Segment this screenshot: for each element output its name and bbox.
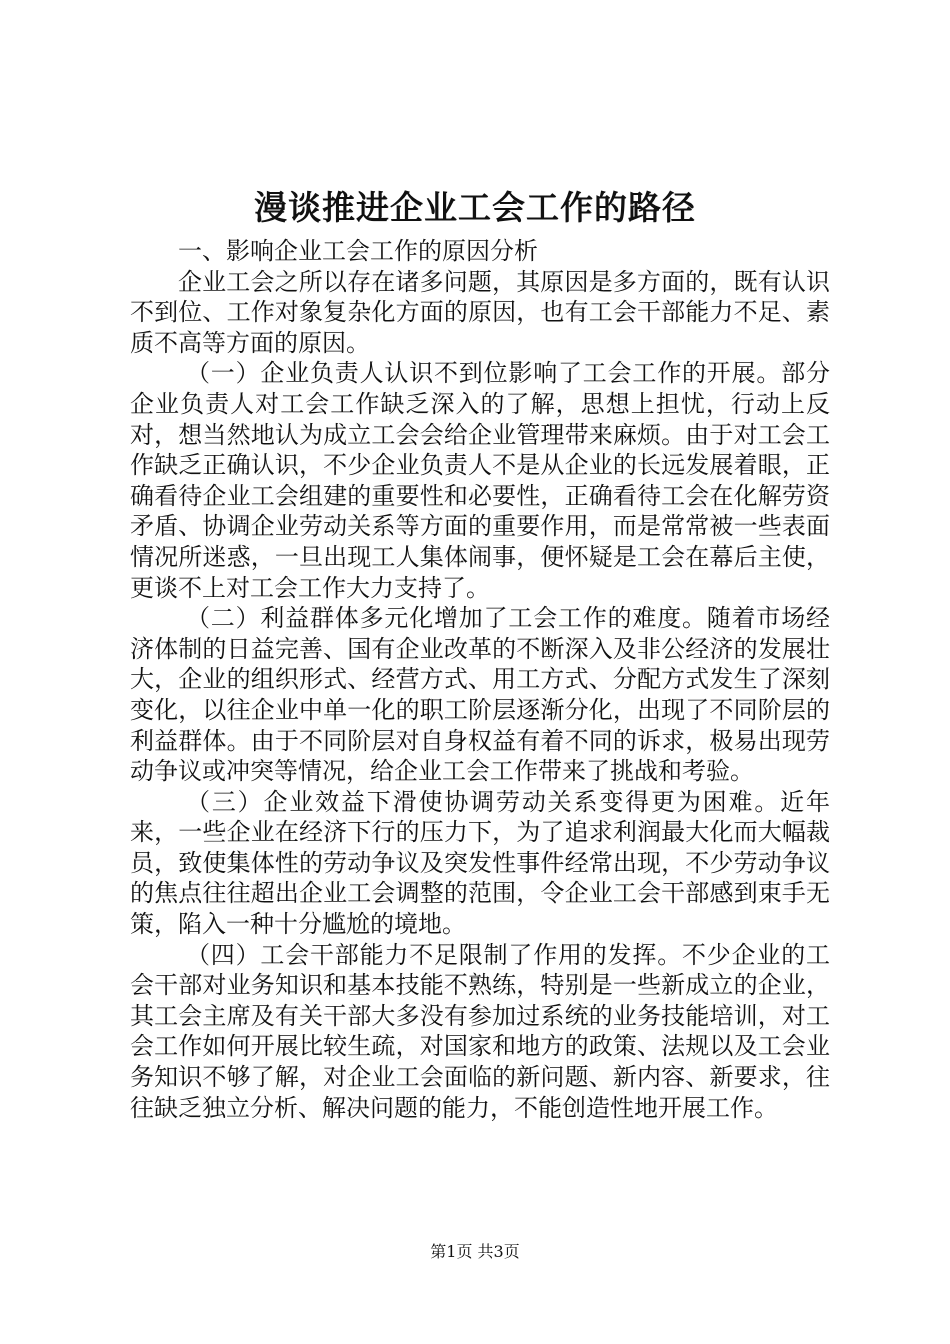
paragraph-point-2: （二）利益群体多元化增加了工会工作的难度。随着市场经济体制的日益完善、国有企业改革的不断深入及非公经济的发展壮大，企业的组织形式、经营方式、用工方式、分配方式发生了深刻变化，以往企业中单一化的职工阶层逐渐分化，出现了不同阶层的利益群体。由于不同阶层对自身权益有着不同的诉求，极易出现劳动争议或冲突等情况，给企业工会工作带来了挑战和考验。	[130, 604, 830, 786]
paragraph-intro: 企业工会之所以存在诸多问题，其原因是多方面的，既有认识不到位、工作对象复杂化方面的原因，也有工会干部能力不足、素质不高等方面的原因。	[130, 267, 830, 357]
document-title: 漫谈推进企业工会工作的路径	[254, 188, 696, 227]
paragraph-point-4: （四）工会干部能力不足限制了作用的发挥。不少企业的工会干部对业务知识和基本技能不熟练，特别是一些新成立的企业，其工会主席及有关干部大多没有参加过系统的业务技能培训，对工会工作如何开展比较生疏，对国家和地方的政策、法规以及工会业务知识不够了解，对企业工会面临的新问题、新内容、新要求，往往缺乏独立分析、解决问题的能力，不能创造性地开展工作。	[130, 940, 830, 1122]
paragraph-point-3: （三）企业效益下滑使协调劳动关系变得更为困难。近年来，一些企业在经济下行的压力下，为了追求利润最大化而大幅裁员，致使集体性的劳动争议及突发性事件经常出现，不少劳动争议的焦点往往超出企业工会调整的范围，令企业工会干部感到束手无策，陷入一种十分尴尬的境地。	[130, 787, 830, 939]
paragraph-point-1: （一）企业负责人认识不到位影响了工会工作的开展。部分企业负责人对工会工作缺乏深入的了解，思想上担忧，行动上反对，想当然地认为成立工会会给企业管理带来麻烦。由于对工会工作缺乏正确认识，不少企业负责人不是从企业的长远发展着眼，正确看待企业工会组建的重要性和必要性，正确看待工会在化解劳资矛盾、协调企业劳动关系等方面的重要作用，而是常常被一些表面情况所迷惑，一旦出现工人集体闹事，便怀疑是工会在幕后主使，更谈不上对工会工作大力支持了。	[130, 359, 830, 602]
page-footer: 第1页 共3页	[430, 1242, 520, 1261]
document-body	[130, 236, 830, 1123]
section-heading: 一、影响企业工会工作的原因分析	[178, 237, 538, 265]
